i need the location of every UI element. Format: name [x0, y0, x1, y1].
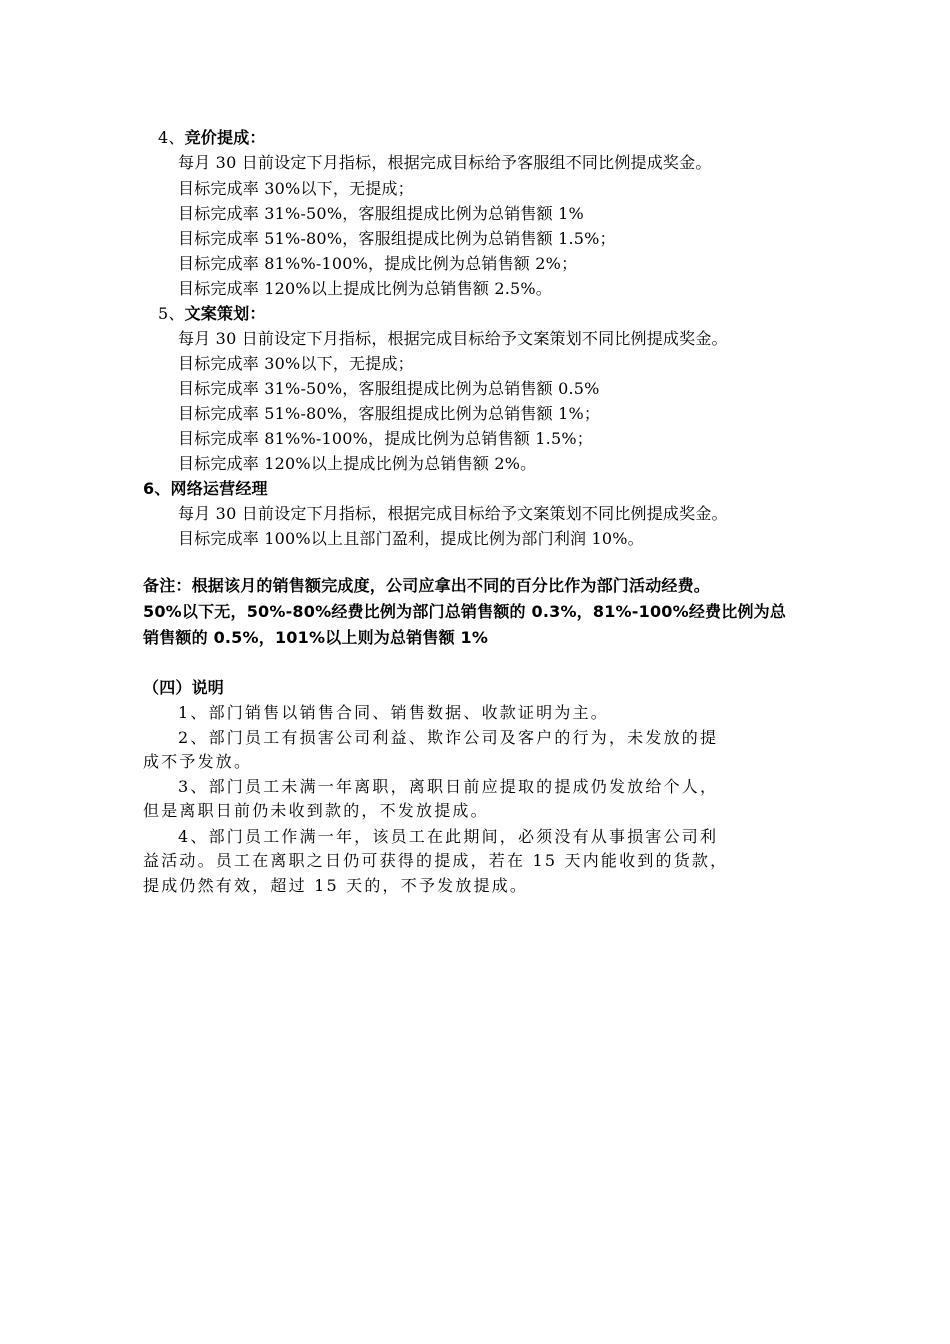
- section-6-line: 每月 30 日前设定下月指标，根据完成目标给予文案策划不同比例提成奖金。: [178, 504, 728, 523]
- section-5-line: 目标完成率 120%以上提成比例为总销售额 2%。: [178, 454, 537, 473]
- remark-line: 50%以下无，50%-80%经费比例为部门总销售额的 0.3%，81%-100%经费比例为总: [143, 602, 787, 621]
- section-4-line: 目标完成率 51%-80%，客服组提成比例为总销售额 1.5%；: [178, 229, 616, 248]
- explanation-line: 4、部门员工作满一年，该员工在此期间，必须没有从事损害公司利: [178, 827, 719, 846]
- section-4-line: 目标完成率 30%以下，无提成；: [178, 179, 414, 198]
- section-5-title: 文案策划：: [184, 304, 266, 323]
- explanation-line: 但是离职日前仍未收到款的，不发放提成。: [143, 801, 489, 820]
- section-4-line: 每月 30 日前设定下月指标，根据完成目标给予客服组不同比例提成奖金。: [178, 153, 712, 172]
- explanation-line: 1、部门销售以销售合同、销售数据、收款证明为主。: [178, 703, 609, 722]
- section-6-title: 6、网络运营经理: [143, 479, 268, 498]
- explanation-line: 2、部门员工有损害公司利益、欺诈公司及客户的行为，未发放的提: [178, 728, 719, 747]
- section-5-line: 目标完成率 81%%-100%，提成比例为总销售额 1.5%；: [178, 429, 593, 448]
- section-5-line: 目标完成率 30%以下，无提成；: [178, 354, 414, 373]
- section-4-title: 竞价提成：: [184, 128, 266, 147]
- section-6-line: 目标完成率 100%以上且部门盈利，提成比例为部门利润 10%。: [178, 529, 644, 548]
- remark-line: 备注：根据该月的销售额完成度，公司应拿出不同的百分比作为部门活动经费。: [143, 576, 711, 595]
- section-5-heading: [158, 302, 266, 326]
- explanation-line: 成不予发放。: [143, 752, 253, 771]
- section-5-line: 目标完成率 31%-50%，客服组提成比例为总销售额 0.5%: [178, 379, 600, 398]
- remark-line: 销售额的 0.5%，101%以上则为总销售额 1%: [143, 628, 489, 647]
- explanation-title: （四）说明: [143, 678, 225, 697]
- explanation-line: 3、部门员工未满一年离职，离职日前应提取的提成仍发放给个人，: [178, 777, 719, 796]
- explanation-line: 提成仍然有效，超过 15 天的，不予发放提成。: [143, 876, 529, 895]
- section-4-heading: [158, 126, 266, 150]
- explanation-line: 益活动。员工在离职之日仍可获得的提成，若在 15 天内能收到的货款，: [143, 851, 729, 870]
- section-4-line: 目标完成率 81%%-100%，提成比例为总销售额 2%；: [178, 254, 578, 273]
- section-5-line: 每月 30 日前设定下月指标，根据完成目标给予文案策划不同比例提成奖金。: [178, 329, 728, 348]
- section-4-number: 4、: [158, 128, 185, 147]
- section-4-line: 目标完成率 31%-50%，客服组提成比例为总销售额 1%: [178, 204, 584, 223]
- section-5-line: 目标完成率 51%-80%，客服组提成比例为总销售额 1%；: [178, 404, 601, 423]
- section-5-number: 5、: [158, 304, 185, 323]
- section-4-line: 目标完成率 120%以上提成比例为总销售额 2.5%。: [178, 279, 552, 298]
